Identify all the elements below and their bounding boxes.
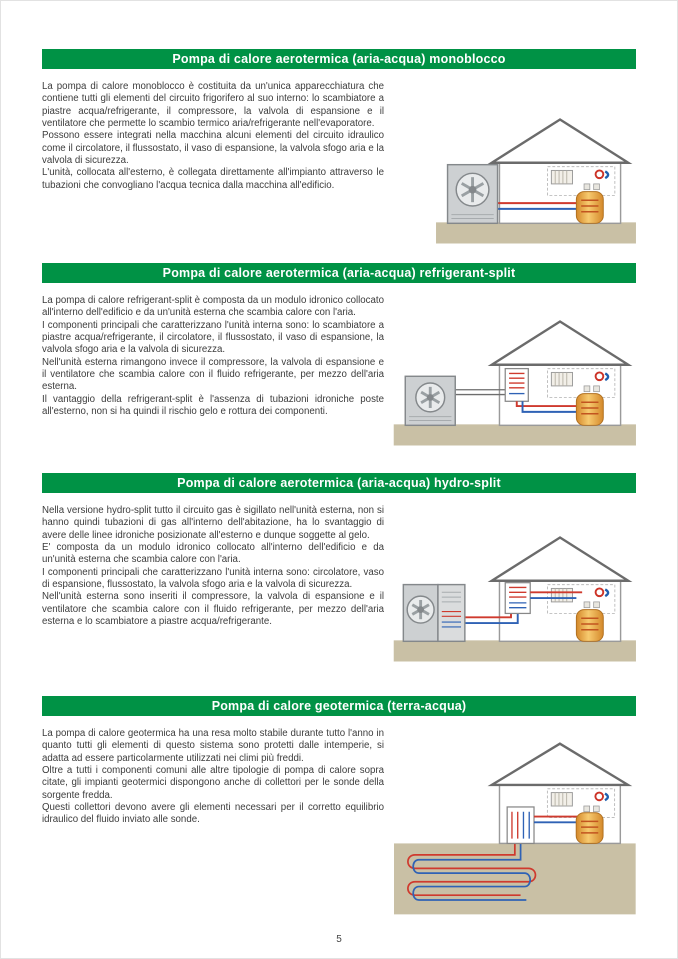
geotermica-diagram <box>386 736 636 923</box>
section-geotermica <box>42 696 636 932</box>
paragraph: I componenti principali che caratterizzano l'unità interna sono: lo scambiatore a piastre acqua/refrigerante, il circolatore, il flussostato, il vaso di espansione, la valvola sfogo aria e la valvola di sicurezza. <box>42 319 384 356</box>
house-roof <box>492 537 629 580</box>
refrigerant-lines <box>455 390 505 395</box>
section-header <box>42 473 636 493</box>
radiator-icon <box>551 372 572 385</box>
section-body <box>42 728 384 923</box>
control-box <box>584 806 590 812</box>
illustration-refrigerant-split <box>384 295 636 458</box>
section-body <box>42 81 384 256</box>
outdoor-unit <box>405 376 455 425</box>
water-tank <box>576 813 603 844</box>
section-title: Pompa di calore geotermica (terra-acqua) <box>211 699 467 713</box>
collector-module <box>507 807 534 843</box>
paragraph: Nell'unità esterna rimangono invece il compressore, la valvola di espansione e il ventilatore che scambia calore con il fluido refrigerante, per mezzo dell'aria esterna. <box>42 356 384 393</box>
paragraph: Nella versione hydro-split tutto il circuito gas è sigillato nell'unità esterna, non si hanno quindi tubazioni di gas all'interno dell'abitazione, ha lo svantaggio di avere delle linee idroniche posizionate all'esterno e dunque soggette al gelo. <box>42 505 384 541</box>
refrigerant-split-diagram <box>386 309 636 458</box>
paragraph: Oltre a tutti i componenti comuni alle altre tipologie di pompa di calore sopra citate, gli impianti geotermici dispongono anche di collettori per le sonde della sorgente fredda. <box>42 764 384 801</box>
paragraph: L'unità, collocata all'esterno, è collegata direttamente all'impianto attraverso le tubazioni che convogliano l'acqua tecnica dalla macchina all'edificio. <box>42 167 384 191</box>
radiator-icon <box>551 588 572 601</box>
section-body <box>42 505 384 674</box>
house-roof <box>492 321 629 364</box>
paragraph: Il vantaggio della refrigerant-split è l'assenza di tubazioni idroniche poste all'esterno, non si ha quindi il rischio gelo e rottura dei componenti. <box>42 393 384 417</box>
house-roof <box>492 119 629 162</box>
radiator-icon <box>551 793 572 806</box>
section-title: Pompa di calore aerotermica (aria-acqua) refrigerant-split <box>162 266 516 280</box>
illustration-monoblocco <box>384 81 636 256</box>
control-box <box>594 386 600 392</box>
fan-icon <box>416 383 445 412</box>
section-body <box>42 295 384 458</box>
control-box <box>584 602 590 608</box>
ground <box>436 222 636 243</box>
hydro-split-diagram <box>386 525 636 674</box>
paragraph: Nell'unità esterna sono inseriti il compressore, la valvola di espansione e il ventilatore che scambia calore con il fluido refrigerante, per mezzo dell'aria esterna e lo scambiatore a piastre acqua/refrigerante. <box>42 591 384 627</box>
section-monoblocco <box>42 49 636 263</box>
section-header <box>42 49 636 69</box>
water-tank <box>576 394 603 426</box>
paragraph: Questi collettori devono avere gli elementi necessari per il corretto equilibrio idraulico del fluido inviato alle sonde. <box>42 801 384 826</box>
ground <box>394 424 636 445</box>
water-tank <box>576 610 603 642</box>
radiator-icon <box>551 170 572 183</box>
paragraph: E' composta da un modulo idronico collocato all'interno dell'edificio e da un'unità esterna che scambia calore con l'aria. <box>42 541 384 566</box>
outdoor-unit <box>448 165 498 224</box>
control-box <box>594 184 600 190</box>
hydronic-module <box>505 369 528 402</box>
paragraph: I componenti principali che caratterizzano l'unità interna sono: circolatore, vaso di espansione, flussostato, la valvola sfogo aria e la valvola di sicurezza. <box>42 566 384 590</box>
outdoor-unit <box>403 585 465 642</box>
control-box <box>584 184 590 190</box>
section-refrigerant-split <box>42 263 636 473</box>
section-title: Pompa di calore aerotermica (aria-acqua) monoblocco <box>172 52 506 66</box>
illustration-geotermica <box>384 728 636 923</box>
paragraph: La pompa di calore monoblocco è costituita da un'unica apparecchiatura che contiene tutti gli elementi del circuito frigorifero al suo interno: lo scambiatore a piastre acqua/refrigerante, il compressore, la valvola di espansione e il ventilatore che permette lo scambio termico aria/refrigerante nell'evaporatore. <box>42 81 384 129</box>
water-tank <box>576 192 603 224</box>
fan-icon <box>407 596 434 623</box>
page-number: 5 <box>336 934 342 945</box>
paragraph: La pompa di calore refrigerant-split è composta da un modulo idronico collocato all'interno dell'edificio e da un'unità esterna che scambia calore con l'aria. <box>42 295 384 319</box>
illustration-hydro-split <box>384 505 636 674</box>
hydronic-module <box>505 583 530 614</box>
monoblocco-diagram <box>386 107 636 256</box>
paragraph: Possono essere integrati nella macchina alcuni elementi del circuito idraulico come il circolatore, il flussostato, il vaso di espansione, la valvola sfogo aria e la valvola di sicurezza. <box>42 130 384 166</box>
control-box <box>593 806 599 812</box>
fan-icon <box>456 173 489 206</box>
house-roof <box>492 744 628 785</box>
control-box <box>594 602 600 608</box>
control-box <box>584 386 590 392</box>
section-hydro-split <box>42 473 636 696</box>
ground <box>394 640 636 661</box>
paragraph: La pompa di calore geotermica ha una resa molto stabile durante tutto l'anno in quanto tutti gli elementi di questo sistema sono protetti dalle intemperie, si adatta ad essere particolarmente utilizzati nei climi più freddi. <box>42 728 384 764</box>
section-header <box>42 263 636 283</box>
section-header <box>42 696 636 716</box>
section-title: Pompa di calore aerotermica (aria-acqua) hydro-split <box>177 476 501 490</box>
